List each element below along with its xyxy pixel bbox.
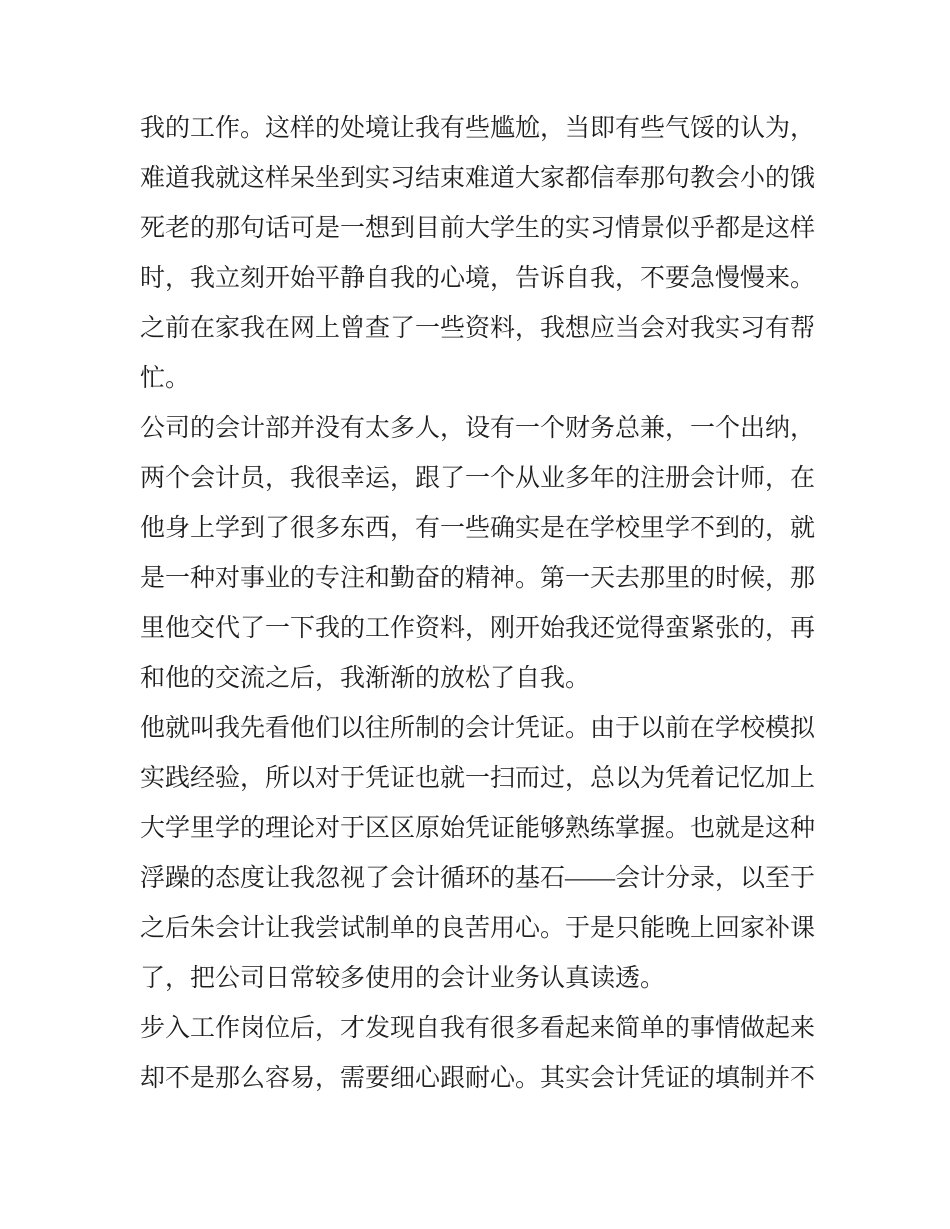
text-line: 两个会计员，我很幸运，跟了一个从业多年的注册会计师，在	[140, 465, 816, 492]
text-line: 了，把公司日常较多使用的会计业务认真读透。	[140, 965, 666, 992]
text-line: 公司的会计部并没有太多人，设有一个财务总兼，一个出纳，	[140, 415, 816, 442]
text-line: 实践经验，所以对于凭证也就一扫而过，总以为凭着记忆加上	[140, 765, 816, 792]
document-text-block	[140, 104, 830, 1104]
text-line: 他身上学到了很多东西，有一些确实是在学校里学不到的，就	[140, 515, 816, 542]
text-line: 之前在家我在网上曾查了一些资料，我想应当会对我实习有帮	[140, 315, 816, 342]
text-line: 我的工作。这样的处境让我有些尴尬，当即有些气馁的认为，	[140, 115, 816, 142]
text-line: 浮躁的态度让我忽视了会计循环的基石——会计分录，以至于	[140, 865, 816, 892]
text-line: 里他交代了一下我的工作资料，刚开始我还觉得蛮紧张的，再	[140, 615, 816, 642]
text-line: 是一种对事业的专注和勤奋的精神。第一天去那里的时候，那	[140, 565, 816, 592]
text-line: 之后朱会计让我尝试制单的良苦用心。于是只能晚上回家补课	[140, 915, 816, 942]
text-line: 和他的交流之后，我渐渐的放松了自我。	[140, 665, 591, 692]
text-line: 死老的那句话可是一想到目前大学生的实习情景似乎都是这样	[140, 215, 816, 242]
text-line: 他就叫我先看他们以往所制的会计凭证。由于以前在学校模拟	[140, 715, 816, 742]
text-line: 却不是那么容易，需要细心跟耐心。其实会计凭证的填制并不	[140, 1065, 816, 1092]
text-line: 忙。	[140, 365, 191, 392]
text-line: 难道我就这样呆坐到实习结束难道大家都信奉那句教会小的饿	[140, 165, 816, 192]
text-line: 大学里学的理论对于区区原始凭证能够熟练掌握。也就是这种	[140, 815, 816, 842]
text-line: 时，我立刻开始平静自我的心境，告诉自我，不要急慢慢来。	[140, 265, 816, 292]
text-line: 步入工作岗位后，才发现自我有很多看起来简单的事情做起来	[140, 1015, 816, 1042]
